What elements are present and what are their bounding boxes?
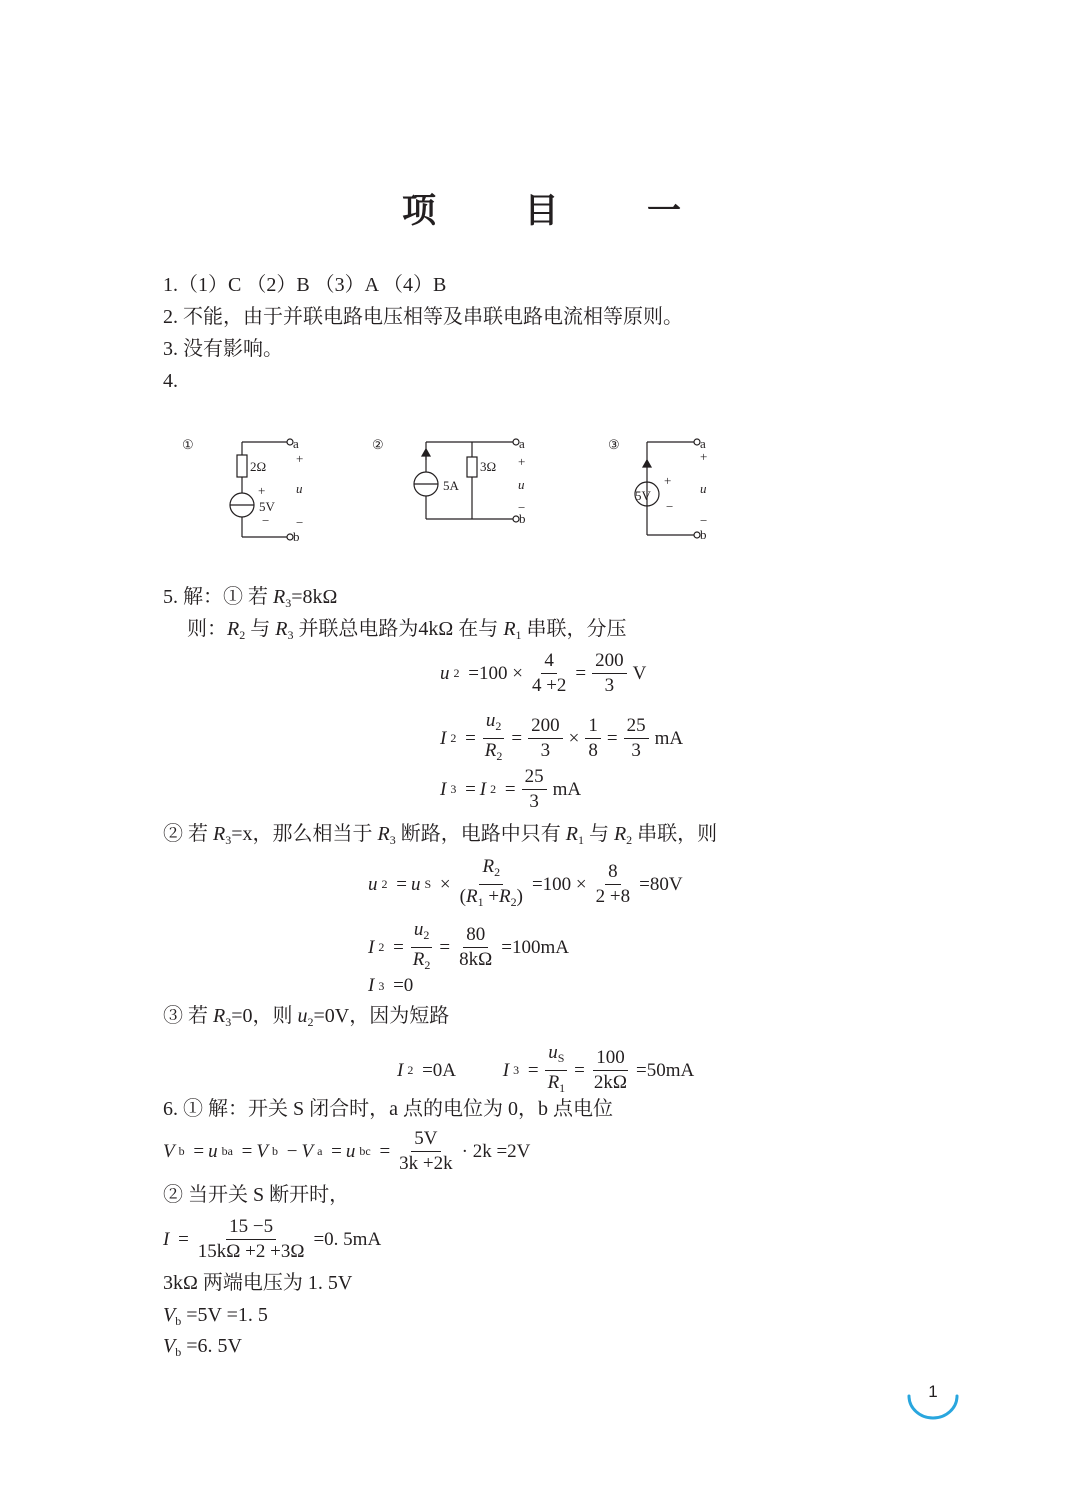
eq-u2: u 2 =100 × $\frac{4}{4 +2}$ = $\frac{200}{3}$ V bbox=[440, 650, 647, 696]
circuit-1-plus: + bbox=[296, 451, 304, 466]
circuit-1-source: 5V bbox=[259, 499, 275, 514]
circuit-1-resistor: 2Ω bbox=[250, 459, 267, 474]
circuit-2-plus: + bbox=[518, 454, 526, 469]
q5-case3: ③ 若 $R_3=0$，则 $u_2=0V$，因为短路 bbox=[163, 1005, 450, 1029]
q6-line3: 3kΩ 两端电压为 1. 5V bbox=[163, 1272, 353, 1294]
q5-case2: ② 若 $R_3=x$，那么相当于 $R_3$ 断路，电路中只有 $R_1$ 与 $R_2$ 串联，则 bbox=[163, 823, 718, 847]
page-number-badge bbox=[905, 1382, 961, 1422]
eq-short: I 2 =0A I 3 = $\frac{u_S}{R_1}$ = $\frac{100}{2k\Omega}$ =50mA bbox=[397, 1042, 695, 1095]
circuit-1-minus: − bbox=[296, 515, 304, 530]
eq-i2-open: I 2 = $\frac{u_2}{R_2}$ = $\frac{80}{8k\Omega}$ =100mA bbox=[368, 919, 569, 972]
circuit-2-source: 5A bbox=[443, 478, 459, 493]
circuit-2-node-b: b bbox=[519, 511, 526, 526]
answer-1: 1.（1）C （2）B （3）A （4）B bbox=[163, 274, 447, 296]
circuit-3-label: ③ bbox=[608, 437, 620, 452]
answer-3: 3. 没有影响。 bbox=[163, 338, 283, 360]
eq-i3: I 3 = I 2 = $\frac{25}{3}$ mA bbox=[440, 766, 582, 812]
circuit-2-u: u bbox=[518, 477, 525, 492]
q6-line4: $V_b =5V =1$. 5 bbox=[163, 1304, 268, 1328]
eq-u2-open: u 2 = u S × $\frac{R_2}{(R_1 +R_2)}$ =100 × $\frac{8}{2 +8}$ =80V bbox=[368, 856, 683, 909]
circuit-3-source: 5V bbox=[635, 488, 651, 503]
answer-2: 2. 不能，由于并联电路电压相等及串联电路电流相等原则。 bbox=[163, 306, 683, 328]
circuit-3-plus: + bbox=[700, 449, 708, 464]
q6-line5: $V_b =6$. 5V bbox=[163, 1335, 242, 1359]
circuit-1-label: ① bbox=[182, 437, 194, 452]
q6-line1: 6. ① 解：开关 S 闭合时，a 点的电位为 0，b 点电位 bbox=[163, 1098, 613, 1120]
circuit-1-u: u bbox=[296, 481, 303, 496]
circuit-2-node-a: a bbox=[519, 436, 525, 451]
q5-heading: 5. 解：① 若 $R_3=8k\Omega$ bbox=[163, 586, 338, 610]
circuit-2-minus: − bbox=[518, 500, 526, 515]
page-number: 1 bbox=[928, 1382, 938, 1401]
circuit-1 bbox=[182, 436, 303, 544]
circuit-3-minus: − bbox=[700, 513, 708, 528]
circuit-2-resistor: 3Ω bbox=[480, 459, 497, 474]
eq-i3-open: I 3 =0 bbox=[368, 975, 414, 996]
circuit-1-src-plus: + bbox=[258, 483, 266, 498]
circuit-2-label: ② bbox=[372, 437, 384, 452]
circuit-3-node-a: a bbox=[700, 436, 706, 451]
circuit-3-src-minus: − bbox=[666, 499, 674, 514]
q5-line2: 则：$R_2$ 与 $R_3$ 并联总电路为4kΩ 在与 $R_1$ 串联，分压 bbox=[187, 618, 627, 642]
circuit-1-node-b: b bbox=[293, 529, 300, 544]
q6-line2: ② 当开关 S 断开时， bbox=[163, 1184, 350, 1206]
eq-current-open: I = $\frac{15 -5}{15k\Omega +2 +3\Omega}$ =0. 5mA bbox=[163, 1216, 382, 1262]
circuit-3-node-b: b bbox=[700, 527, 707, 542]
circuit-1-node-a: a bbox=[293, 436, 299, 451]
page-title: 项 目 一 bbox=[402, 193, 721, 230]
circuit-1-src-minus: − bbox=[262, 513, 270, 528]
answer-4: 4. bbox=[163, 370, 178, 392]
circuit-diagrams bbox=[170, 425, 730, 550]
eq-vb-closed: V b = u ba = V b − V a = u bc = $\frac{5V}{3k +2k}$ · 2k =2V bbox=[163, 1128, 531, 1174]
circuit-3 bbox=[608, 436, 707, 542]
eq-i2: I 2 = $\frac{u_2}{R_2}$ = $\frac{200}{3}$ × $\frac{1}{8}$ = $\frac{25}{3}$ mA bbox=[440, 710, 684, 763]
circuit-3-u: u bbox=[700, 481, 707, 496]
circuit-2 bbox=[372, 436, 526, 526]
circuit-3-src-plus: + bbox=[664, 473, 672, 488]
